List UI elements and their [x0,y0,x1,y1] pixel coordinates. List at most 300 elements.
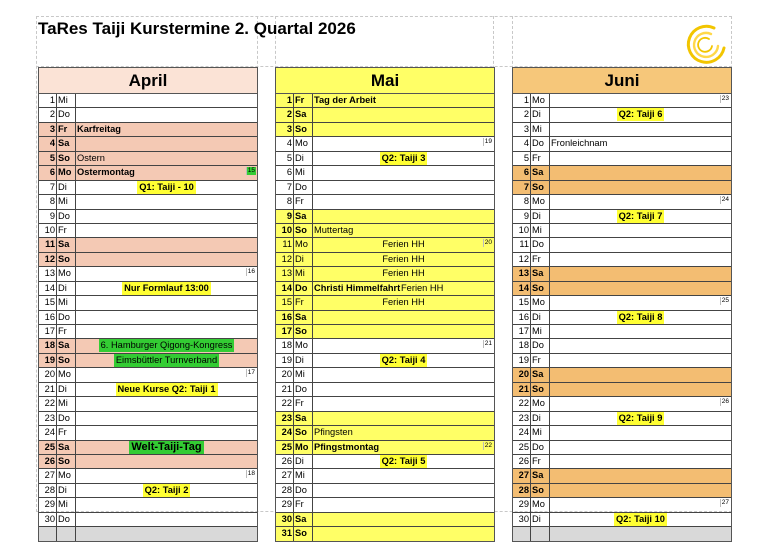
calendar-row [39,498,257,512]
weekday: Mi [58,499,68,510]
calendar-row [39,513,257,527]
weekday: So [58,253,70,264]
week-number: 16 [247,268,255,276]
weekday: Di [295,455,304,466]
weekday: Mi [532,224,542,235]
weekday: Mo [58,470,71,481]
calendar-row [276,195,494,209]
day-number: 22 [281,398,292,409]
calendar-row [276,368,494,382]
event-cell [312,181,494,194]
calendar-row [39,397,257,411]
weekday: Fr [532,253,541,264]
day-number: 20 [518,369,529,380]
event-cell [312,282,494,295]
weekday: Sa [295,109,307,120]
event-cell [75,354,257,367]
event-cell [312,311,494,324]
event-text: Q2: Taiji 10 [616,513,665,524]
calendar-row [39,210,257,224]
calendar-row [39,166,257,180]
day-number: 30 [281,513,292,524]
weekday: Di [532,412,541,423]
event-cell [75,267,257,280]
event-cell [75,311,257,324]
event-text: Q2: Taiji 7 [618,210,663,221]
event-highlight [550,210,731,223]
calendar-row [276,383,494,397]
event-text: Fronleichnam [551,138,608,149]
event-text: Neue Kurse Q2: Taiji 1 [117,383,216,394]
day-number: 14 [281,282,292,293]
weekday: So [58,354,70,365]
calendar-row [513,325,731,339]
event-cell [549,484,731,497]
event-highlight [76,282,257,295]
event-cell [312,383,494,396]
weekday: Di [532,513,541,524]
day-number: 11 [519,239,529,250]
day-number: 5 [523,152,529,163]
weekday: Sa [295,513,307,524]
day-number: 2 [523,109,529,120]
day-number: 17 [518,326,529,336]
weekday: Di [58,484,67,495]
weekday: Sa [532,369,544,380]
event-highlight [76,354,257,367]
week-number: 26 [721,398,729,406]
day-number: 25 [518,441,529,452]
day-number: 28 [281,484,292,495]
day-number: 5 [286,152,292,163]
weekday: Sa [295,412,307,423]
day-number: 4 [49,138,55,149]
weekday: Fr [58,326,67,336]
event-text-wrap [313,253,494,266]
weekday: Sa [58,441,70,452]
calendar-row [513,469,731,483]
calendar-row [39,224,257,238]
event-cell [75,282,257,295]
event-cell [75,238,257,251]
calendar-row [276,498,494,512]
event-cell [75,426,257,439]
weekday: Di [58,181,67,192]
weekday: Mo [58,167,72,178]
event-cell [75,339,257,352]
calendar-row [276,267,494,281]
weekday: Do [58,513,70,524]
calendar-row [513,123,731,137]
day-number: 17 [44,326,55,336]
calendar-row [39,368,257,382]
day-number: 29 [518,499,529,510]
calendar-row [276,94,494,108]
calendar-row [276,441,494,455]
calendar-row [513,267,731,281]
event-cell [75,296,257,309]
day-number: 9 [286,210,292,221]
calendar-row [39,123,257,137]
calendar-row [276,426,494,440]
event-cell [75,210,257,223]
weekday: So [532,484,544,495]
event-cell [75,325,257,338]
calendar-row [513,137,731,151]
weekday: Mo [295,340,308,351]
event-cell [75,137,257,150]
calendar-row [276,210,494,224]
calendar-row [276,527,494,540]
day-number: 27 [44,470,55,481]
day-number: 29 [44,499,55,510]
event-cell [549,166,731,179]
day-number: 27 [518,470,529,481]
event-cell [75,181,257,194]
day-number: 19 [44,354,55,365]
weekday: Mo [58,268,71,279]
week-number: 23 [721,95,729,102]
weekday: Do [532,441,544,452]
weekday: Do [295,484,307,495]
day-number: 21 [281,383,292,394]
event-highlight [313,354,494,367]
calendar-row [513,354,731,368]
calendar-row [513,210,731,224]
event-cell [312,267,494,280]
event-highlight [550,412,731,425]
day-number: 13 [281,268,292,279]
day-number: 31 [281,528,292,539]
weekday: Di [295,354,304,365]
weekday: Sa [295,210,307,221]
event-highlight [550,108,731,121]
day-number: 10 [518,224,529,235]
weekday: Do [58,311,70,322]
event-cell [312,339,494,352]
calendar-row [513,152,731,166]
calendar-row [513,181,731,195]
day-number: 11 [282,239,292,250]
calendar-row [513,441,731,455]
calendar-row [276,354,494,368]
event-cell [312,354,494,367]
calendar-row [39,296,257,310]
event-cell [312,152,494,165]
weekday: So [58,152,70,163]
weekday: Fr [58,224,67,235]
calendar-row [513,339,731,353]
month-header-mai: Mai [276,68,494,94]
month-header-juni: Juni [513,68,731,94]
day-number: 15 [281,297,292,308]
calendar-row [513,238,731,252]
weekday: Fr [295,196,304,207]
weekday: Di [58,282,67,293]
month-mai [275,67,495,542]
day-number: 23 [518,412,529,423]
event-text: Ferien HH [382,239,425,250]
event-cell [75,224,257,237]
event-cell [549,426,731,439]
week-number: 18 [247,470,255,478]
month-rows-april [39,94,257,541]
weekday: Fr [295,297,304,308]
event-cell [75,455,257,468]
day-number: 30 [44,513,55,524]
event-cell [549,441,731,454]
event-text: Nur Formlauf 13:00 [124,282,209,293]
event-cell [549,238,731,251]
day-number: 22 [44,398,55,409]
calendar-row [276,296,494,310]
day-number: 30 [518,513,529,524]
event-cell [549,224,731,237]
calendar-row [276,137,494,151]
event-text: Ferien HH [382,253,425,264]
event-cell [549,513,731,526]
event-cell [549,137,731,150]
event-highlight [76,181,257,194]
event-cell [312,325,494,338]
calendar-row [513,383,731,397]
weekday: So [295,123,307,134]
day-number: 24 [281,427,292,438]
calendar-row [513,311,731,325]
event-cell [312,238,494,251]
event-cell [312,253,494,266]
calendar-row [39,484,257,498]
day-number [39,527,56,540]
event-cell [549,282,731,295]
event-cell [312,137,494,150]
event-cell [75,108,257,121]
event-cell [75,383,257,396]
calendar-row [39,238,257,252]
weekday: Di [295,253,304,264]
calendar-row [513,527,731,540]
weekday: Fr [58,123,68,134]
event-cell [312,412,494,425]
day-number: 1 [49,95,55,105]
month-juni [512,67,732,542]
calendar-row [39,282,257,296]
event-cell [312,441,494,454]
calendar-row [276,108,494,122]
event-highlight [76,383,257,396]
event-cell [75,123,257,136]
event-text: Muttertag [314,224,354,235]
day-number: 18 [44,340,55,351]
day-number: 11 [45,239,55,250]
event-text: Pfingstmontag [314,441,380,452]
day-number: 28 [44,484,55,495]
event-text: Eimsbüttler Turnverband [115,354,218,365]
day-number: 15 [44,297,55,308]
weekday: Mo [58,369,71,380]
calendar-row [39,325,257,339]
day-number: 8 [49,196,55,207]
event-cell [549,325,731,338]
weekday: Fr [295,95,305,105]
weekday: Di [532,109,541,120]
day-number: 7 [286,181,292,192]
day-number: 4 [286,138,292,149]
calendar-row [276,253,494,267]
day-number: 1 [523,95,529,105]
week-number: 20 [484,239,492,247]
event-text: Q2: Taiji 2 [144,484,189,495]
weekday: Do [532,138,544,149]
weekday: Mo [295,441,309,452]
weekday: Sa [58,340,70,351]
event-text: 6. Hamburger Qigong-Kongress [100,340,233,351]
weekday: Mi [58,398,68,409]
day-number [513,527,530,540]
event-text: Karfreitag [77,123,121,134]
event-cell [75,412,257,425]
event-text-secondary: Ferien HH [401,282,444,293]
week-number: 15 [247,167,255,175]
weekday: Mi [295,470,305,481]
event-text: Ostern [77,152,105,163]
day-number: 7 [49,181,55,192]
calendar-row [513,94,731,108]
event-cell [75,368,257,381]
event-text-wrap [313,296,494,309]
weekday: Mo [295,239,308,250]
weekday: Sa [532,167,544,178]
weekday: Mo [532,196,545,207]
weekday: So [532,383,544,394]
event-cell [549,383,731,396]
weekday: Fr [295,398,304,409]
event-highlight [76,339,257,352]
weekday: Do [295,282,308,293]
calendar-row [39,137,257,151]
calendar-row [276,339,494,353]
event-cell [549,527,731,540]
day-number: 23 [281,412,292,423]
event-cell [549,108,731,121]
weekday: Fr [532,152,541,163]
weekday: Do [58,210,70,221]
event-cell [312,108,494,121]
weekday: So [58,455,70,466]
weekday: Mi [532,427,542,438]
event-cell [549,181,731,194]
calendar-row [513,296,731,310]
event-cell [312,166,494,179]
calendar-row [276,484,494,498]
day-number: 26 [44,455,55,466]
event-text: Christi Himmelfahrt [314,282,401,293]
day-number: 2 [286,109,292,120]
calendar-row [276,412,494,426]
event-cell [549,469,731,482]
event-text: Q2: Taiji 3 [381,152,426,163]
calendar-row [39,253,257,267]
calendar-row [39,339,257,353]
event-cell [549,267,731,280]
event-text-wrap [313,238,494,251]
day-number: 6 [49,167,55,178]
weekday: So [532,181,544,192]
event-cell [549,339,731,352]
weekday: Mi [532,123,542,134]
calendar-row [513,498,731,512]
calendar-row [513,412,731,426]
day-number: 22 [518,398,529,409]
event-text: Q2: Taiji 5 [381,455,426,466]
calendar-row [39,527,257,540]
day-number: 26 [281,455,292,466]
weekday: Do [295,383,307,394]
event-cell [549,195,731,208]
calendar-row [39,311,257,325]
weekday: Mo [532,499,545,510]
calendar-row [276,152,494,166]
weekday: So [295,427,307,438]
day-number: 4 [523,138,529,149]
weekday: Do [532,239,544,250]
day-number: 10 [44,224,55,235]
event-cell [312,455,494,468]
calendar-row [513,397,731,411]
calendar-row [39,469,257,483]
event-text: Tag der Arbeit [314,95,376,105]
day-number: 7 [523,181,529,192]
weekday: Di [295,152,304,163]
calendar-row [276,238,494,252]
day-number: 23 [44,412,55,423]
weekday: So [295,326,307,336]
event-cell [75,397,257,410]
event-cell [312,527,494,540]
event-cell [312,210,494,223]
event-cell [549,123,731,136]
day-number: 8 [523,196,529,207]
event-text-wrap [313,267,494,280]
weekday: Sa [58,239,70,250]
event-cell [312,296,494,309]
day-number: 28 [518,484,529,495]
weekday: Mo [532,297,545,308]
day-number: 20 [44,369,55,380]
event-highlight [76,484,257,497]
weekday: Sa [58,138,70,149]
event-cell [312,426,494,439]
day-number: 2 [49,109,55,120]
event-cell [312,498,494,511]
calendar-row [513,282,731,296]
weekday: So [532,282,544,293]
day-number: 19 [281,354,292,365]
day-number: 12 [44,253,55,264]
event-cell [549,455,731,468]
calendar-row [39,152,257,166]
calendar-row [513,484,731,498]
weekday: Di [58,383,67,394]
calendar-row [513,513,731,527]
day-number: 9 [523,210,529,221]
day-number: 8 [286,196,292,207]
day-number: 15 [518,297,529,308]
page-title: TaRes Taiji Kurstermine 2. Quartal 2026 [38,19,356,38]
weekday: Mi [295,268,305,279]
day-number: 6 [286,167,292,178]
day-number: 25 [44,441,55,452]
